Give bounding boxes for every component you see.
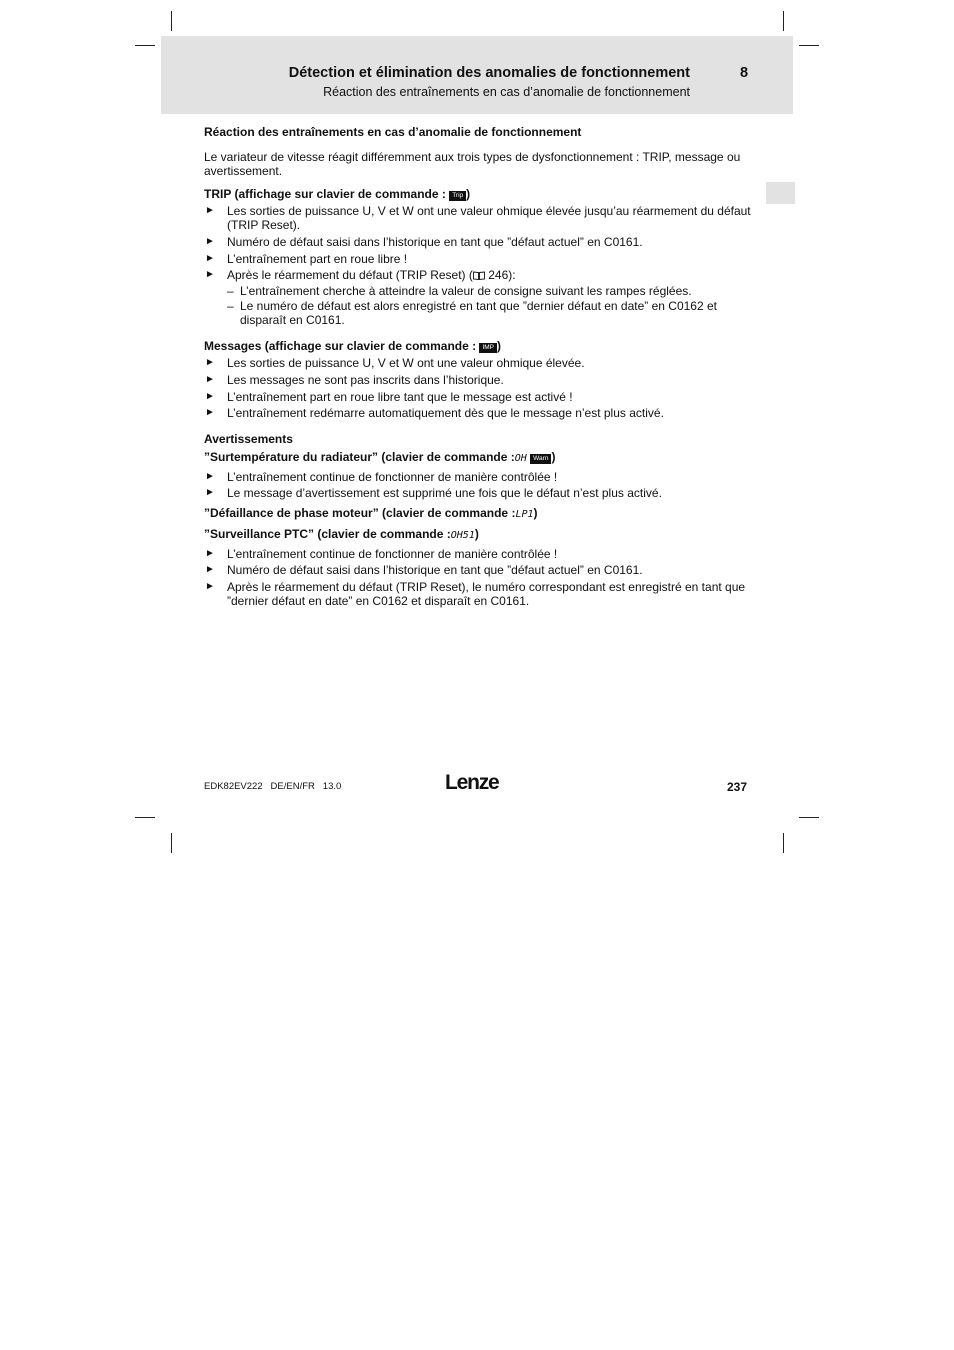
trip-heading-text: TRIP (affichage sur clavier de commande : [204, 186, 450, 201]
dash-marker: – [227, 283, 234, 298]
page-header [161, 36, 793, 114]
sub-list-item [227, 299, 754, 327]
list-item-text: Numéro de défaut saisi dans l’historique en tant que ”défaut actuel” en C0161. [227, 563, 643, 578]
dash-marker: – [227, 298, 234, 313]
imp-display-badge: IMP [479, 343, 497, 353]
bullet-arrow-icon: ► [205, 470, 215, 482]
book-reference-icon [473, 271, 485, 280]
bullet-arrow-icon: ► [205, 390, 215, 402]
list-item-text: Le message d’avertissement est supprimé une fois que le défaut n’est plus activé. [227, 486, 662, 501]
list-item [204, 580, 754, 608]
intro-paragraph: Le variateur de vitesse réagit différemment aux trois types de dysfonctionnement : TRIP, message ou avertissement. [204, 150, 741, 179]
bullet-arrow-icon: ► [205, 252, 215, 264]
oh-display-code: OH [514, 453, 527, 465]
header-subtitle: Réaction des entraînements en cas d’anomalie de fonctionnement [323, 85, 690, 99]
phase-failure-heading [204, 506, 754, 522]
sub-list-item-text: L’entraînement cherche à atteindre la valeur de consigne suivant les rampes réglées. [240, 283, 692, 298]
crop-mark [783, 11, 784, 31]
document-code: EDK82EV222 DE/EN/FR 13.0 [204, 781, 342, 792]
list-item-text: Les messages ne sont pas inscrits dans l’historique. [227, 372, 504, 387]
ptc-heading-text: ”Surveillance PTC” (clavier de commande : [204, 527, 451, 542]
spacer [204, 179, 754, 187]
oh51-display-code: OH51 [450, 530, 475, 542]
spacer [204, 423, 754, 432]
list-item-text: L’entraînement continue de fonctionner de manière contrôlée ! [227, 546, 558, 561]
trip-sub-list [227, 284, 754, 328]
spacer [204, 139, 754, 150]
section-title: Réaction des entraînements en cas d’anomalie de fonctionnement [204, 125, 582, 139]
list-item [204, 235, 754, 249]
bullet-arrow-icon: ► [205, 581, 215, 593]
overtemp-heading-close: ) [551, 450, 556, 465]
ptc-list [204, 547, 754, 609]
page-content [204, 125, 754, 611]
crop-mark [799, 817, 819, 818]
list-item [204, 268, 754, 327]
list-item-text: Numéro de défaut saisi dans l’historique en tant que ”défaut actuel” en C0161. [227, 234, 643, 249]
list-item [204, 373, 754, 387]
phase-heading-text: ”Défaillance de phase moteur” (clavier de commande : [204, 506, 516, 521]
trip-list [204, 204, 754, 327]
ptc-heading-close: ) [474, 527, 479, 542]
list-item [204, 470, 754, 484]
crop-mark [135, 817, 155, 818]
page-number: 237 [727, 780, 748, 794]
bullet-arrow-icon: ► [205, 269, 215, 281]
bullet-arrow-icon: ► [205, 357, 215, 369]
spacer [204, 330, 754, 339]
list-item-text: Les sorties de puissance U, V et W ont une valeur ohmique élevée jusqu’au réarmement du défaut (TRIP Reset). [227, 203, 751, 233]
list-item [204, 563, 754, 577]
list-item-text: Après le réarmement du défaut (TRIP Reset), le numéro correspondant est enregistré en tant que ”dernier défaut en date” en C0162 et disparaît en C0161. [227, 580, 746, 609]
list-item-text: Après le réarmement du défaut (TRIP Reset) ( [227, 268, 473, 283]
crop-mark [799, 45, 819, 46]
list-item [204, 252, 754, 266]
trip-heading [204, 187, 754, 201]
bullet-arrow-icon: ► [205, 235, 215, 247]
list-item [204, 204, 754, 232]
sub-list-item [227, 284, 754, 298]
trip-display-badge: Trip [449, 191, 466, 201]
ptc-heading [204, 527, 754, 543]
warnings-heading: Avertissements [204, 432, 293, 447]
overtemp-heading [204, 450, 754, 466]
chapter-number: 8 [740, 65, 749, 81]
list-item [204, 486, 754, 500]
messages-heading-close: ) [497, 338, 502, 353]
sub-list-item-text: Le numéro de défaut est alors enregistré en tant que ”dernier défaut en date” en C0162 et disparaît en C0161. [240, 298, 717, 328]
crop-mark [783, 833, 784, 853]
list-item-text: L’entraînement part en roue libre tant que le message est activé ! [227, 389, 573, 404]
list-item [204, 547, 754, 561]
page-reference: 246): [488, 268, 516, 283]
crop-mark [135, 45, 155, 46]
messages-heading-text: Messages (affichage sur clavier de commande : [204, 338, 480, 353]
bullet-arrow-icon: ► [205, 204, 215, 216]
phase-heading-close: ) [533, 506, 538, 521]
bullet-arrow-icon: ► [205, 407, 215, 419]
bullet-arrow-icon: ► [205, 487, 215, 499]
overtemp-heading-text: ”Surtempérature du radiateur” (clavier de commande : [204, 450, 515, 465]
list-item [204, 356, 754, 370]
bullet-arrow-icon: ► [205, 373, 215, 385]
chapter-tab [766, 182, 795, 204]
list-item [204, 406, 754, 420]
list-item-text: L’entraînement redémarre automatiquement dès que le message n’est plus activé. [227, 406, 664, 421]
messages-heading [204, 339, 754, 353]
list-item-text: L’entraînement continue de fonctionner de manière contrôlée ! [227, 469, 558, 484]
messages-list [204, 356, 754, 421]
list-item-text: Les sorties de puissance U, V et W ont une valeur ohmique élevée. [227, 356, 585, 371]
lenze-logo: Lenze [445, 771, 499, 794]
lp1-display-code: LP1 [515, 509, 534, 521]
warn-display-badge: Warn [530, 454, 551, 464]
list-item-text: L’entraînement part en roue libre ! [227, 251, 408, 266]
trip-heading-close: ) [466, 186, 471, 201]
overtemp-list [204, 470, 754, 501]
bullet-arrow-icon: ► [205, 564, 215, 576]
header-title: Détection et élimination des anomalies de fonctionnement [288, 65, 690, 81]
bullet-arrow-icon: ► [205, 547, 215, 559]
crop-mark [171, 833, 172, 853]
list-item [204, 390, 754, 404]
crop-mark [171, 11, 172, 31]
